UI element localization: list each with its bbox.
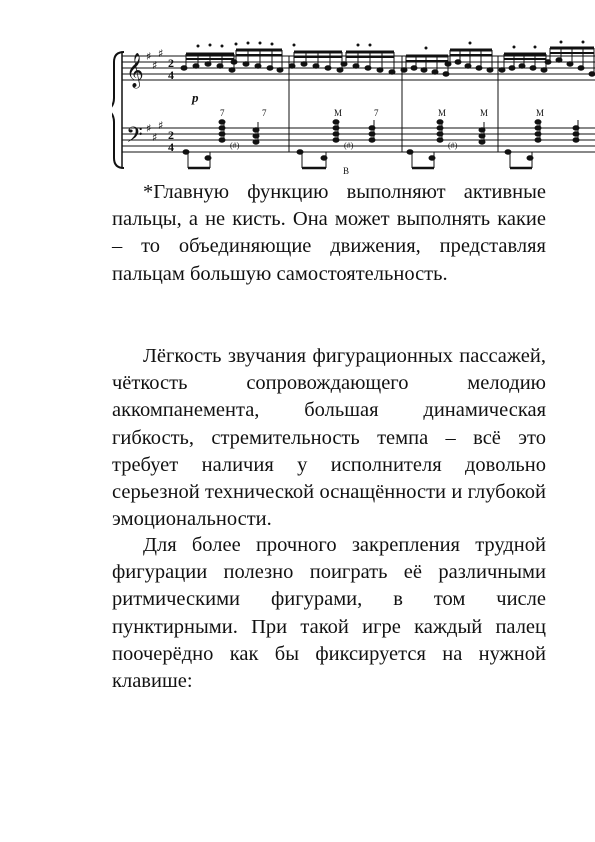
svg-text:2: 2 <box>168 128 174 142</box>
treble-notes <box>181 41 595 76</box>
svg-text:♯: ♯ <box>146 50 152 63</box>
svg-text:4: 4 <box>168 68 174 82</box>
svg-text:B: B <box>343 166 350 176</box>
bass-clef-icon: 𝄢 <box>126 123 143 153</box>
svg-text:(#): (#) <box>448 141 458 150</box>
bass-notes <box>183 120 579 168</box>
time-signature <box>168 56 174 154</box>
svg-text:♯: ♯ <box>146 122 152 135</box>
svg-text:7: 7 <box>220 108 225 118</box>
svg-text:7: 7 <box>262 108 267 118</box>
svg-text:7: 7 <box>374 108 379 118</box>
paragraph-body: Для более прочного закрепления трудной фигурации полезно поиграть её различными ритмическими фигурами, в том числе пунктирными. При такой игре каждый палец поочерёдно как бы фиксируется на нужной клавише: <box>112 534 546 693</box>
svg-text:M: M <box>438 108 447 118</box>
svg-text:(#): (#) <box>344 141 354 150</box>
score-annotations <box>220 108 544 176</box>
svg-text:♯: ♯ <box>152 131 158 144</box>
svg-text:M: M <box>536 108 545 118</box>
svg-text:M: M <box>480 108 489 118</box>
svg-text:M: M <box>334 108 343 118</box>
paragraph-note: *Главную функцию выполняют активные пальцы, а не кисть. Она может выполнять какие – то объединяющие движения, представляя пальцам большую самостоятельность. <box>112 181 546 285</box>
paragraph-body: Лёгкость звучания фигурационных пассажей, чёткость сопровождающего мелодию аккомпанемента, большая динамическая гибкость, стремительность темпа – всё это требует наличия у исполнителя довольно серьезной технической оснащённости и глубокой эмоциональности. <box>112 345 546 531</box>
svg-text:4: 4 <box>168 140 174 154</box>
dynamic-marking: p <box>192 90 199 105</box>
svg-text:2: 2 <box>168 56 174 70</box>
svg-text:♯: ♯ <box>158 47 164 60</box>
treble-clef-icon: 𝄞 <box>126 53 144 88</box>
svg-text:♯: ♯ <box>152 59 158 72</box>
svg-text:(#): (#) <box>230 141 240 150</box>
music-score-excerpt <box>112 40 595 180</box>
svg-text:♯: ♯ <box>158 119 164 132</box>
